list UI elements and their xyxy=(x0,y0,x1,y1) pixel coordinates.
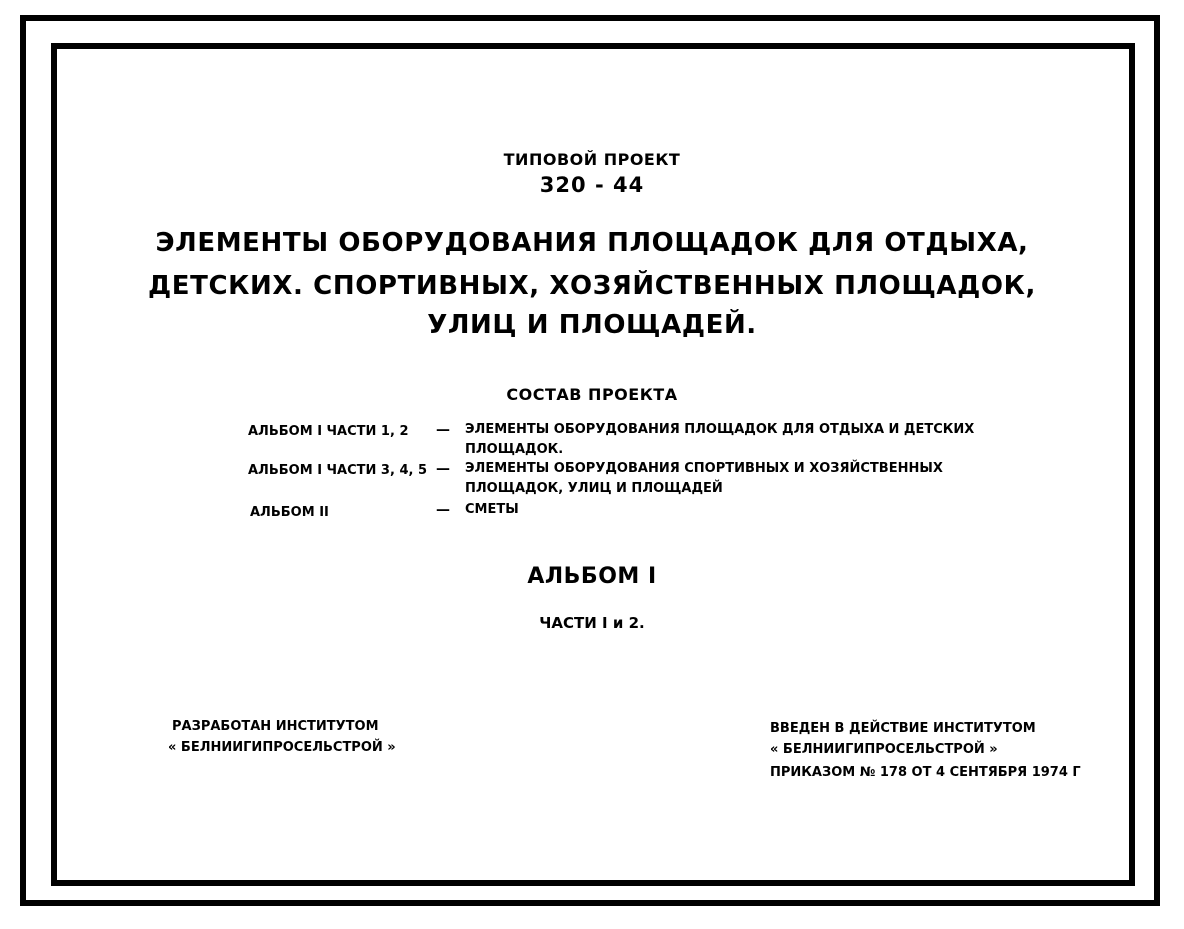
enactment-line-2: « БЕЛНИИГИПРОСЕЛЬСТРОЙ » xyxy=(770,742,998,757)
title-line-2: ДЕТСКИХ. СПОРТИВНЫХ, ХОЗЯЙСТВЕННЫХ ПЛОЩАДОК, xyxy=(148,271,1036,301)
composition-row-3-label: АЛЬБОМ II xyxy=(250,505,329,520)
composition-row-1-label: АЛЬБОМ I ЧАСТИ 1, 2 xyxy=(248,424,409,439)
composition-row-3-dash: — xyxy=(436,502,450,518)
title-line-3: УЛИЦ И ПЛОЩАДЕЙ. xyxy=(427,310,757,340)
composition-row-1-dash: — xyxy=(436,422,450,438)
composition-row-3-desc-1: СМЕТЫ xyxy=(465,502,519,517)
enactment-line-1: ВВЕДЕН В ДЕЙСТВИЕ ИНСТИТУТОМ xyxy=(770,721,1036,736)
album-heading: АЛЬБОМ I xyxy=(527,564,657,589)
developer-line-1: РАЗРАБОТАН ИНСТИТУТОМ xyxy=(172,719,379,734)
composition-row-2-label: АЛЬБОМ I ЧАСТИ 3, 4, 5 xyxy=(248,463,427,478)
developer-line-2: « БЕЛНИИГИПРОСЕЛЬСТРОЙ » xyxy=(168,740,396,755)
composition-heading: СОСТАВ ПРОЕКТА xyxy=(506,385,678,404)
composition-row-1-desc-2: ПЛОЩАДОК. xyxy=(465,442,564,457)
enactment-line-3: ПРИКАЗОМ № 178 ОТ 4 СЕНТЯБРЯ 1974 Г xyxy=(770,765,1081,780)
document-number: 320 - 44 xyxy=(539,173,645,197)
album-parts: ЧАСТИ I и 2. xyxy=(539,614,645,632)
title-line-1: ЭЛЕМЕНТЫ ОБОРУДОВАНИЯ ПЛОЩАДОК ДЛЯ ОТДЫХА, xyxy=(155,228,1029,258)
composition-row-2-desc-1: ЭЛЕМЕНТЫ ОБОРУДОВАНИЯ СПОРТИВНЫХ И ХОЗЯЙСТВЕННЫХ xyxy=(465,461,943,476)
composition-row-1-desc-1: ЭЛЕМЕНТЫ ОБОРУДОВАНИЯ ПЛОЩАДОК ДЛЯ ОТДЫХА И ДЕТСКИХ xyxy=(465,422,975,437)
composition-row-2-dash: — xyxy=(436,461,450,477)
composition-row-2-desc-2: ПЛОЩАДОК, УЛИЦ И ПЛОЩАДЕЙ xyxy=(465,481,723,496)
document-type: ТИПОВОЙ ПРОЕКТ xyxy=(503,150,681,169)
